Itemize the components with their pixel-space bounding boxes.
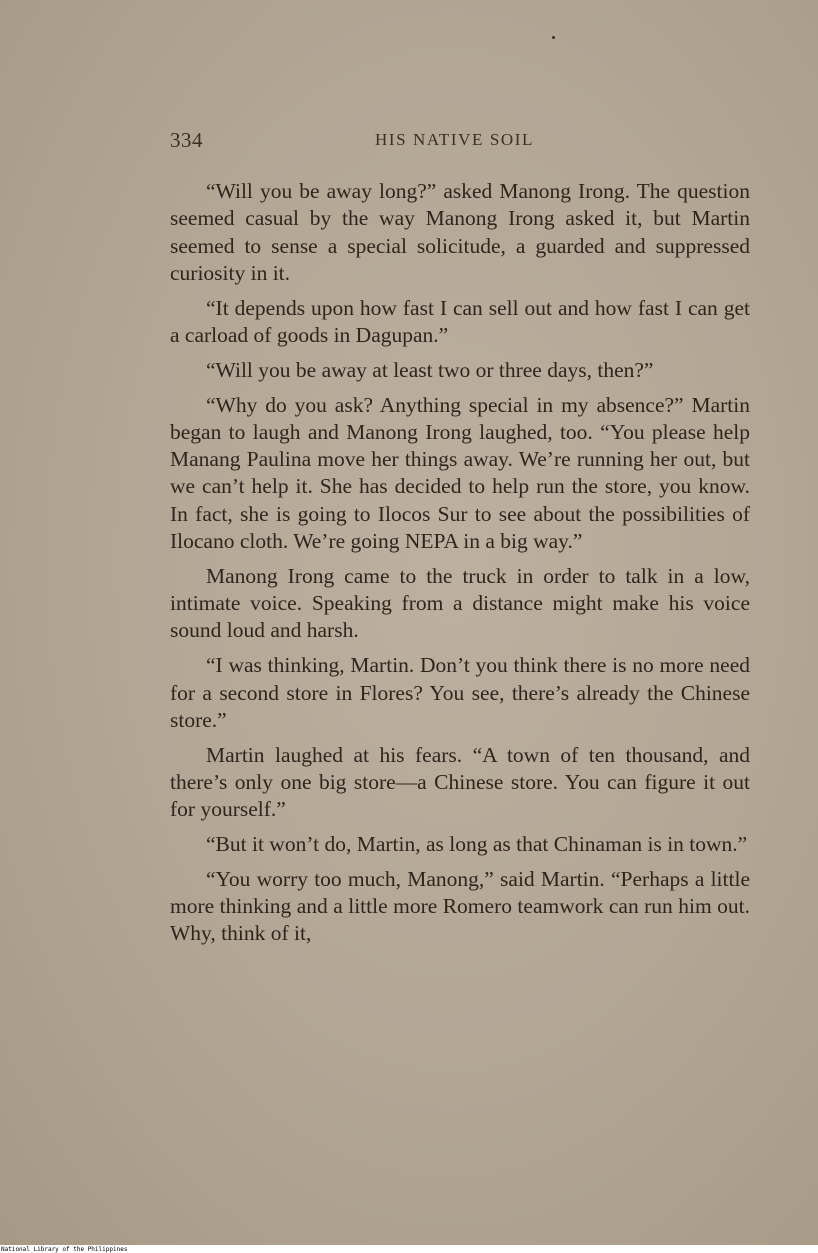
paragraph: Manong Irong came to the truck in order to talk in a low, intimate voice. Speaking from a distance might make his voice sound loud and harsh. [170, 563, 750, 643]
paragraph: “I was thinking, Martin. Don’t you think there is no more need for a second store in Flores? You see, there’s already the Chinese store.” [170, 653, 750, 732]
paragraph: “But it won’t do, Martin, as long as that Chinaman is in town.” [206, 832, 748, 857]
page-number: 334 [170, 128, 203, 152]
paragraph: “Will you be away long?” asked Manong Irong. The question seemed casual by the way Manong Irong asked it, but Martin seemed to sense a special solicitude, a guarded and suppressed curiosity in it. [170, 179, 750, 285]
paragraph: “It depends upon how fast I can sell out and how fast I can get a carload of goods in Dagupan.” [170, 295, 750, 347]
running-head [170, 128, 750, 152]
book-title: HIS NATIVE SOIL [375, 130, 535, 149]
body-text [170, 178, 750, 955]
paragraph: Martin laughed at his fears. “A town of ten thousand, and there’s only one big store—a Chinese store. You can figure it out for yourself.” [170, 742, 750, 822]
ink-speck [552, 36, 555, 39]
library-credit: National Library of the Philippines [1, 1246, 128, 1253]
paragraph: “Will you be away at least two or three days, then?” [206, 357, 654, 382]
paragraph: “Why do you ask? Anything special in my absence?” Martin began to laugh and Manong Irong laughed, too. “You please help Manang Paulina move her things away. We’re running her out, but we can’t help it. She has decided to help run the store, you know. In fact, she is going to Ilocos Sur to see about the possibilities of Ilocano cloth. We’re going NEPA in a big way.” [170, 392, 750, 554]
paragraph: “You worry too much, Manong,” said Martin. “Perhaps a little more thinking and a little more Romero teamwork can run him out. Why, think of it, [170, 866, 750, 946]
